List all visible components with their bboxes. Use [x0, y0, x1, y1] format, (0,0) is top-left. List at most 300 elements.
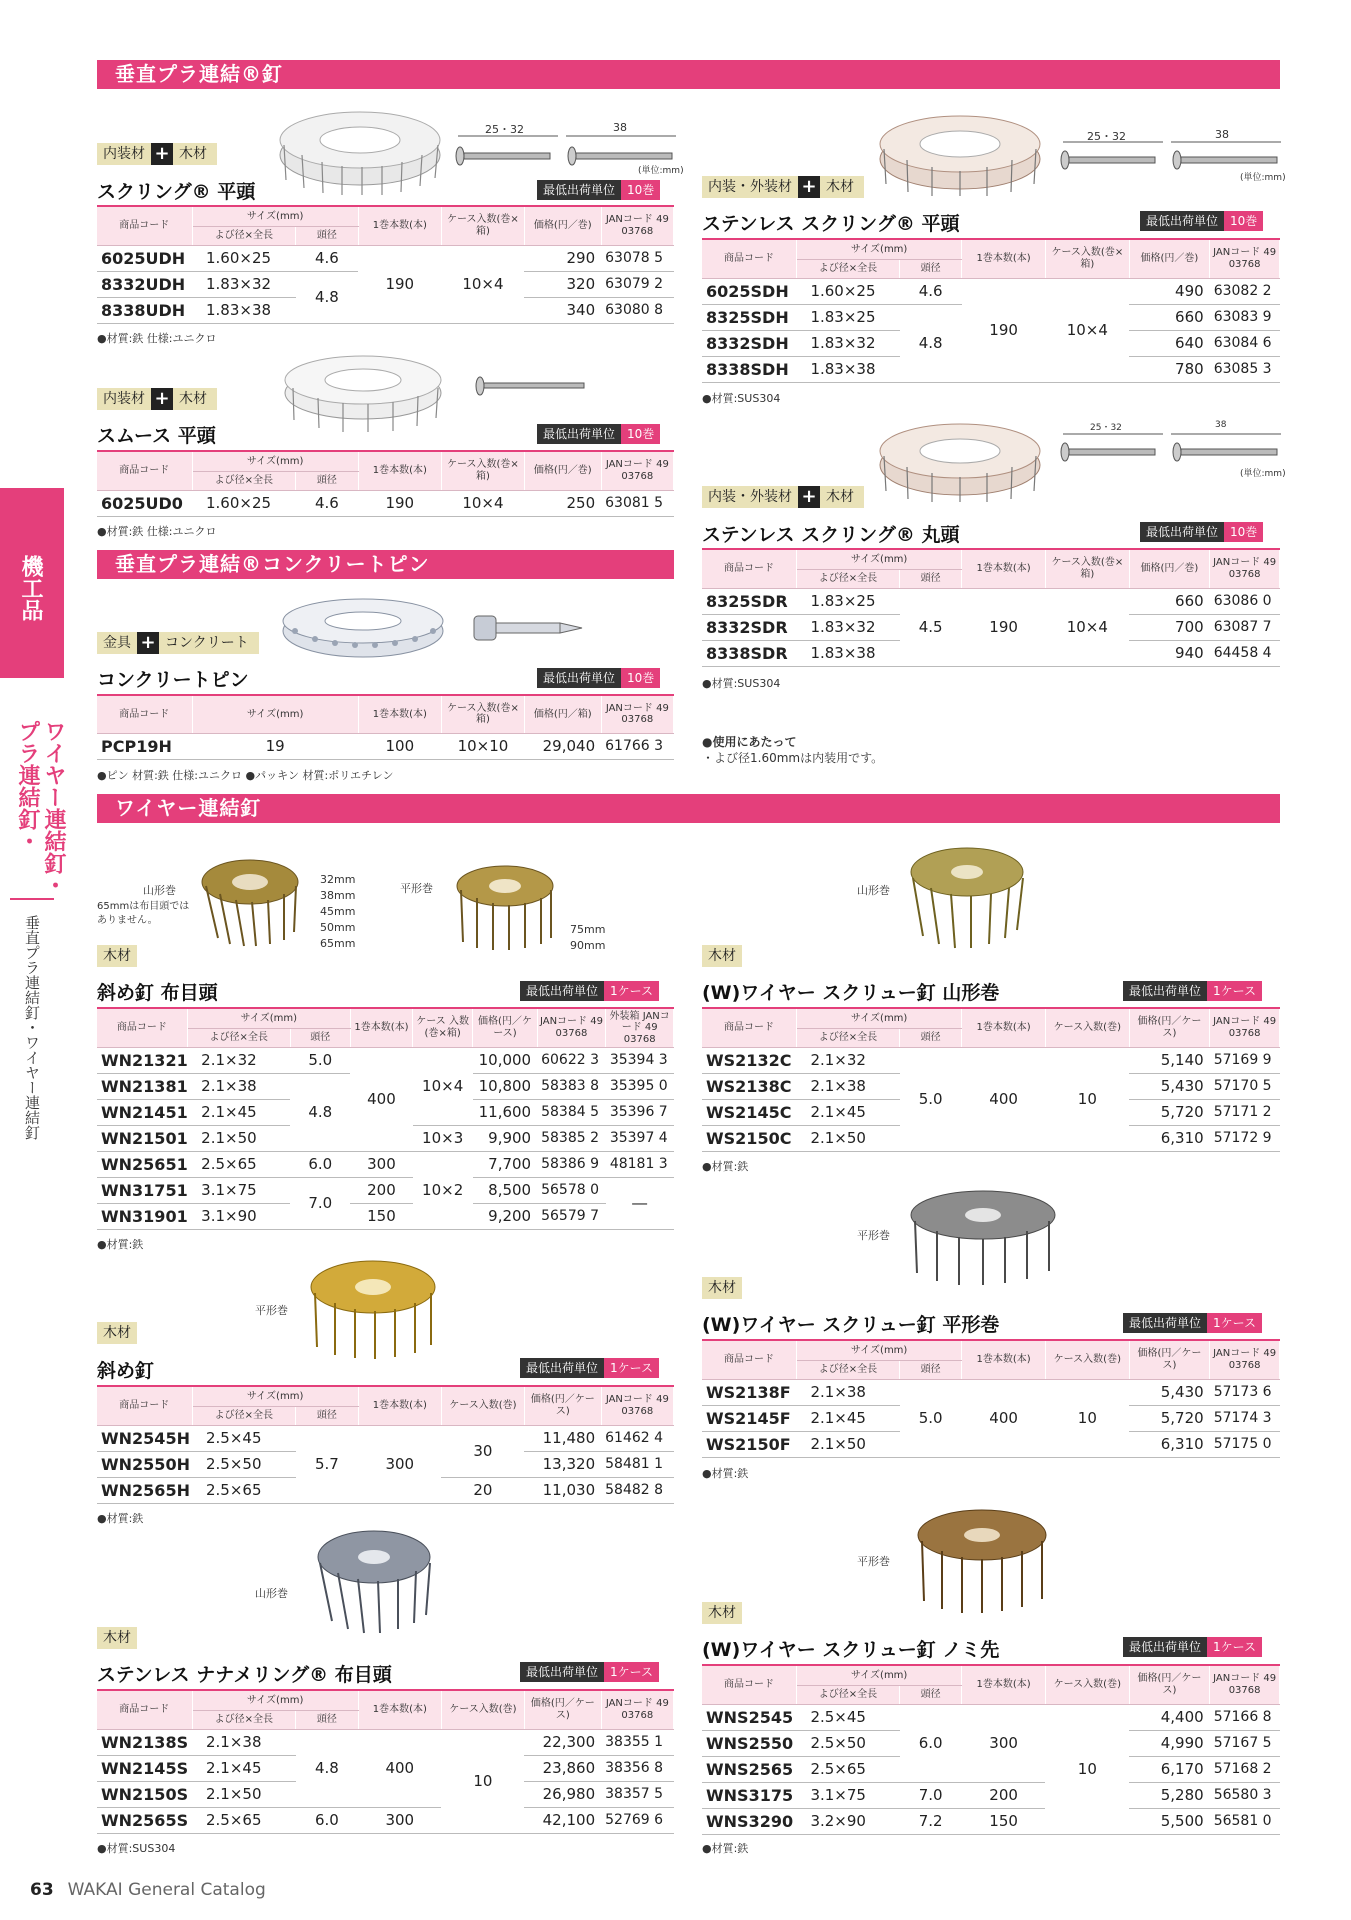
- usage-tag: 木材: [708, 1605, 736, 1621]
- usage-tag: 内装・外装材: [708, 179, 792, 195]
- min-shipping-unit: [1123, 1313, 1262, 1333]
- table-cell: 400: [962, 1047, 1046, 1151]
- usage-tag: 木材: [708, 948, 736, 964]
- column-header: ケース入数(巻×箱): [1045, 239, 1129, 278]
- table-cell: WS2145C: [702, 1099, 796, 1125]
- column-header: ケース入数(巻×箱): [441, 206, 524, 245]
- column-header: 商品コード: [702, 1008, 796, 1047]
- table-cell: 2.1×50: [187, 1125, 290, 1151]
- table-cell: 63085 3: [1210, 356, 1280, 382]
- column-header: よび径×全長: [192, 471, 296, 490]
- table-cell: 60622 3: [537, 1047, 606, 1073]
- table-cell: 10: [1045, 1379, 1129, 1457]
- usage-tag: 木材: [103, 1325, 131, 1341]
- dimension-label-long: 38: [1215, 128, 1229, 141]
- table-cell: WN25651: [97, 1151, 187, 1177]
- table-cell: 10×4: [1045, 278, 1129, 382]
- table-row: [702, 278, 1280, 304]
- min-unit-label: 1ケース: [604, 1358, 659, 1378]
- table-cell: 1.60×25: [192, 245, 296, 271]
- table-cell: 61462 4: [601, 1425, 673, 1451]
- table-cell: 5.0: [900, 1047, 962, 1151]
- column-header: 頭径: [296, 226, 359, 245]
- catalog-name: WAKAI General Catalog: [67, 1880, 266, 1900]
- dimension-label-short: 25・32: [1090, 423, 1122, 433]
- nail-diagram: [1055, 138, 1295, 174]
- table-cell: 38356 8: [601, 1755, 673, 1781]
- column-header: 商品コード: [702, 549, 796, 588]
- tag-interior: 内装材: [103, 146, 145, 162]
- usage-tag-row: [702, 176, 864, 198]
- table-cell: 8,500: [473, 1177, 537, 1203]
- table-cell: 6.0: [900, 1704, 962, 1782]
- coil-nail-image: [278, 348, 448, 433]
- table-cell: 10×4: [441, 245, 524, 323]
- table-cell: WS2132C: [702, 1047, 796, 1073]
- table-cell: 10: [1045, 1047, 1129, 1151]
- table-cell: 58385 2: [537, 1125, 606, 1151]
- plus-icon: +: [798, 486, 820, 508]
- table-cell: 490: [1129, 278, 1210, 304]
- column-header: JANコード 49 03768: [601, 206, 673, 245]
- usage-tag: 木材: [826, 489, 854, 505]
- usage-tag-row: [97, 1627, 137, 1649]
- material-note: ●ピン 材質:鉄 仕様:ユニクロ ●パッキン 材質:ポリエチレン: [97, 769, 394, 782]
- table-cell: 35396 7: [606, 1099, 674, 1125]
- material-note: ●材質:鉄: [97, 1512, 144, 1525]
- dimension-label-long: 38: [613, 121, 627, 134]
- table-cell: 1.83×32: [192, 271, 296, 297]
- table-cell: WNS2565: [702, 1756, 796, 1782]
- table-cell: 2.1×38: [796, 1379, 899, 1405]
- column-header: サイズ(mm): [192, 695, 358, 733]
- column-header: JANコード 49 03768: [601, 451, 673, 490]
- table-cell: 63084 6: [1210, 330, 1280, 356]
- table-cell: 400: [962, 1379, 1046, 1457]
- material-note: ●材質:SUS304: [702, 392, 781, 405]
- spec-table-p3: [97, 694, 674, 760]
- column-header: 商品コード: [97, 451, 192, 490]
- table-cell: PCP19H: [97, 733, 192, 759]
- nail-lengths: 32mm 38mm 45mm 50mm 65mm: [320, 873, 356, 950]
- min-unit-label: 10巻: [621, 180, 660, 200]
- table-cell: 7.0: [900, 1782, 962, 1808]
- spec-table-p2: [97, 450, 674, 517]
- min-shipping-unit: [520, 981, 659, 1001]
- table-cell: WN2138S: [97, 1729, 192, 1755]
- column-header: ケース入数(巻): [441, 1690, 524, 1729]
- table-row: [97, 1729, 674, 1755]
- table-cell: 2.1×38: [796, 1073, 899, 1099]
- product-title: (W)ワイヤー スクリュー釘 山形巻: [702, 982, 1000, 1004]
- table-cell: WNS2545: [702, 1704, 796, 1730]
- table-cell: 35397 4: [606, 1125, 674, 1151]
- column-header: サイズ(mm): [192, 451, 358, 471]
- table-cell: 58482 8: [601, 1477, 673, 1503]
- table-cell: 10: [441, 1729, 524, 1833]
- unit-label: (単位:mm): [638, 166, 684, 176]
- column-header: 1巻本数(本): [962, 239, 1046, 278]
- usage-tag: 木材: [708, 1280, 736, 1296]
- spec-table-p1: [97, 205, 674, 324]
- min-unit-label: 10巻: [1224, 211, 1263, 231]
- column-header: サイズ(mm): [796, 1340, 961, 1360]
- sidebar-vertical-label: 垂直プラ連結釘・ワイヤー連結釘: [23, 915, 41, 1140]
- usage-tag-row: [702, 945, 742, 967]
- table-cell: 38357 5: [601, 1781, 673, 1807]
- table-cell: 57170 5: [1210, 1073, 1280, 1099]
- column-header: 価格(円／ケース): [1129, 1665, 1210, 1704]
- table-cell: WN2545H: [97, 1425, 192, 1451]
- coil-type-label: 山形巻: [143, 884, 176, 897]
- table-cell: 4,990: [1129, 1730, 1210, 1756]
- table-cell: 20: [441, 1477, 524, 1503]
- product-title: ステンレス スクリング® 丸頭: [702, 524, 960, 546]
- column-header: 1巻本数(本): [358, 1386, 441, 1425]
- table-cell: 23,860: [524, 1755, 601, 1781]
- table-cell: 8325SDH: [702, 304, 796, 330]
- table-cell: WN21501: [97, 1125, 187, 1151]
- column-header: JANコード 49 03768: [1210, 1340, 1280, 1379]
- min-unit-label: 1ケース: [1207, 1637, 1262, 1657]
- usage-tag-row: [97, 945, 137, 967]
- table-cell: 10,000: [473, 1047, 537, 1073]
- table-cell: 58481 1: [601, 1451, 673, 1477]
- spec-table-w5: [702, 1339, 1280, 1458]
- column-header: 1巻本数(本): [358, 206, 441, 245]
- min-shipping-unit: [537, 424, 660, 444]
- table-row: [97, 1047, 674, 1073]
- table-row: [702, 1808, 1280, 1834]
- table-cell: 340: [524, 297, 601, 323]
- table-cell: WN2145S: [97, 1755, 192, 1781]
- table-cell: 57173 6: [1210, 1379, 1280, 1405]
- table-cell: 2.5×65: [192, 1477, 296, 1503]
- table-row: [97, 1203, 674, 1229]
- table-cell: 6025UD0: [97, 490, 192, 516]
- product-title: コンクリートピン: [97, 669, 249, 691]
- table-cell: 10×4: [1045, 588, 1129, 666]
- column-header: よび径×全長: [796, 1028, 899, 1047]
- column-header: 1巻本数(本): [962, 1340, 1046, 1379]
- table-cell: 2.5×45: [796, 1704, 899, 1730]
- min-shipping-unit: [537, 668, 660, 688]
- table-cell: 700: [1129, 614, 1210, 640]
- stainless-coil-image: [872, 104, 1047, 196]
- material-note: ●材質:鉄 仕様:ユニクロ: [97, 525, 217, 538]
- column-header: サイズ(mm): [192, 206, 358, 226]
- product-title: スクリング® 平頭: [97, 181, 256, 203]
- column-header: JANコード 49 03768: [601, 1386, 673, 1425]
- table-cell: 640: [1129, 330, 1210, 356]
- table-cell: 200: [962, 1782, 1046, 1808]
- column-header: 頭径: [900, 259, 962, 278]
- column-header: サイズ(mm): [796, 549, 961, 569]
- column-header: 商品コード: [702, 1340, 796, 1379]
- column-header: 価格(円／箱): [525, 695, 602, 733]
- min-shipping-unit: [1140, 211, 1263, 231]
- column-header: ケース入数(巻): [1045, 1665, 1129, 1704]
- table-cell: 4.8: [296, 1729, 359, 1807]
- column-header: 外装箱 JANコード 49 03768: [606, 1008, 674, 1047]
- column-header: ケース入数(巻×箱): [441, 695, 524, 733]
- table-cell: 2.1×38: [187, 1073, 290, 1099]
- material-note: ●材質:鉄: [702, 1467, 749, 1480]
- table-cell: 100: [358, 733, 441, 759]
- min-unit-label: 最低出荷単位: [520, 1662, 604, 1682]
- column-header: JANコード 49 03768: [1210, 549, 1280, 588]
- table-cell: 1.83×38: [796, 356, 899, 382]
- page-footer: [30, 1880, 266, 1900]
- product-title: 斜め釘 布目頭: [97, 982, 218, 1004]
- table-cell: 2.5×65: [192, 1807, 296, 1833]
- table-cell: 42,100: [524, 1807, 601, 1833]
- table-row: [97, 1807, 674, 1833]
- usage-tag-row: [97, 1322, 137, 1344]
- table-cell: 7.0: [290, 1177, 350, 1229]
- min-unit-label: 10巻: [1224, 522, 1263, 542]
- column-header: 1巻本数(本): [358, 451, 441, 490]
- column-header: 価格(円／ケース): [524, 1690, 601, 1729]
- table-cell: 7.2: [900, 1808, 962, 1834]
- table-cell: 5,430: [1129, 1379, 1210, 1405]
- table-cell: 2.5×65: [796, 1756, 899, 1782]
- coil-nail-image: [198, 852, 303, 947]
- table-cell: 2.1×45: [192, 1755, 296, 1781]
- usage-tag-row: [97, 143, 217, 165]
- column-header: よび径×全長: [187, 1028, 290, 1047]
- table-cell: WNS2550: [702, 1730, 796, 1756]
- table-cell: 5.0: [900, 1379, 962, 1457]
- usage-tag-row: [702, 486, 864, 508]
- table-cell: 4.8: [290, 1073, 350, 1151]
- min-shipping-unit: [1123, 1637, 1262, 1657]
- column-header: サイズ(mm): [796, 1665, 961, 1685]
- column-header: 1巻本数(本): [962, 1665, 1046, 1704]
- usage-tag-row: [97, 632, 259, 654]
- spec-table-p5: [702, 548, 1280, 667]
- table-cell: WS2145F: [702, 1405, 796, 1431]
- product-title: ステンレス スクリング® 平頭: [702, 213, 960, 235]
- table-cell: 1.83×25: [796, 588, 899, 614]
- table-cell: 38355 1: [601, 1729, 673, 1755]
- table-cell: 7,700: [473, 1151, 537, 1177]
- column-header: サイズ(mm): [796, 239, 961, 259]
- table-cell: 5.7: [296, 1425, 359, 1503]
- table-cell: 4.6: [296, 245, 359, 271]
- table-cell: 2.5×65: [187, 1151, 290, 1177]
- min-unit-label: 最低出荷単位: [520, 981, 604, 1001]
- dimension-label-short: 25・32: [1087, 130, 1126, 143]
- table-cell: 26,980: [524, 1781, 601, 1807]
- plus-icon: +: [151, 143, 173, 165]
- nail-lengths: 75mm 90mm: [570, 923, 606, 952]
- table-cell: WS2138F: [702, 1379, 796, 1405]
- table-cell: 1.83×32: [796, 614, 899, 640]
- table-cell: 660: [1129, 304, 1210, 330]
- usage-body: ・よび径1.60mmは内装用です。: [702, 751, 884, 765]
- column-header: 価格(円／巻): [1129, 239, 1210, 278]
- table-cell: 63083 9: [1210, 304, 1280, 330]
- table-row: [702, 1379, 1280, 1405]
- table-cell: 63087 7: [1210, 614, 1280, 640]
- table-cell: 4.6: [296, 490, 359, 516]
- table-row: [97, 1151, 674, 1177]
- min-unit-label: 最低出荷単位: [537, 180, 621, 200]
- table-cell: WN21451: [97, 1099, 187, 1125]
- column-header: ケース入数(巻): [1045, 1008, 1129, 1047]
- table-cell: 8332UDH: [97, 271, 192, 297]
- column-header: JANコード 49 03768: [601, 695, 673, 733]
- table-cell: 10×10: [441, 733, 524, 759]
- min-unit-label: 最低出荷単位: [1123, 1637, 1207, 1657]
- table-row: [702, 1047, 1280, 1073]
- column-header: 商品コード: [97, 1008, 187, 1047]
- table-cell: 5.0: [290, 1047, 350, 1073]
- table-cell: 2.1×45: [796, 1099, 899, 1125]
- table-cell: WN31751: [97, 1177, 187, 1203]
- column-header: よび径×全長: [796, 1685, 899, 1704]
- usage-tag-row: [97, 388, 217, 410]
- table-cell: 6025SDH: [702, 278, 796, 304]
- table-cell: 940: [1129, 640, 1210, 666]
- table-cell: 300: [358, 1807, 441, 1833]
- column-header: JANコード 49 03768: [1210, 239, 1280, 278]
- column-header: JANコード 49 03768: [1210, 1008, 1280, 1047]
- yama-note: 65mmは布目頭ではありません。: [97, 901, 190, 926]
- table-cell: 10×2: [413, 1151, 473, 1229]
- usage-tag: 木材: [103, 1630, 131, 1646]
- table-cell: 5,720: [1129, 1099, 1210, 1125]
- sidebar-sub-label: ワイヤー連結釘・プラ連結釘・: [15, 720, 66, 896]
- table-cell: 48181 3: [606, 1151, 674, 1177]
- table-cell: 35395 0: [606, 1073, 674, 1099]
- table-cell: 10,800: [473, 1073, 537, 1099]
- table-cell: 10×3: [413, 1125, 473, 1151]
- table-cell: 6,170: [1129, 1756, 1210, 1782]
- table-row: [702, 1782, 1280, 1808]
- table-cell: 5,720: [1129, 1405, 1210, 1431]
- table-cell: 58386 9: [537, 1151, 606, 1177]
- column-header: 価格(円／ケース): [524, 1386, 601, 1425]
- material-note: ●材質:鉄: [97, 1238, 144, 1251]
- table-cell: WN2565S: [97, 1807, 192, 1833]
- min-unit-label: 最低出荷単位: [1123, 1313, 1207, 1333]
- min-unit-label: 最低出荷単位: [1140, 211, 1224, 231]
- table-cell: 57167 5: [1210, 1730, 1280, 1756]
- product-title: スムース 平頭: [97, 425, 216, 447]
- table-cell: 57169 9: [1210, 1047, 1280, 1073]
- table-cell: 56579 7: [537, 1203, 606, 1229]
- usage-tag: 内装材: [103, 391, 145, 407]
- coil-nail-image: [272, 100, 447, 195]
- column-header: 商品コード: [97, 1690, 192, 1729]
- unit-label: (単位:mm): [1240, 469, 1286, 479]
- section-banner-vertical-plastic-nails: 垂直プラ連結®釘: [97, 60, 1280, 89]
- table-cell: 400: [350, 1047, 412, 1151]
- column-header: ケース入数(巻×箱): [441, 451, 524, 490]
- table-cell: 10×4: [413, 1047, 473, 1125]
- column-header: 商品コード: [97, 1386, 192, 1425]
- usage-tag: 金具: [103, 635, 131, 651]
- table-cell: 400: [358, 1729, 441, 1807]
- column-header: ケース入数(巻×箱): [1045, 549, 1129, 588]
- table-cell: 57175 0: [1210, 1431, 1280, 1457]
- min-shipping-unit: [1140, 522, 1263, 542]
- table-cell: 190: [962, 278, 1046, 382]
- product-title: 斜め釘: [97, 1360, 155, 1382]
- coil-nail-image: [905, 844, 1030, 949]
- table-cell: WN21321: [97, 1047, 187, 1073]
- table-cell: 57172 9: [1210, 1125, 1280, 1151]
- table-cell: 190: [962, 588, 1046, 666]
- column-header: よび径×全長: [796, 259, 899, 278]
- min-unit-label: 最低出荷単位: [1123, 981, 1207, 1001]
- column-header: ケース入数(巻): [1045, 1340, 1129, 1379]
- table-cell: 300: [358, 1425, 441, 1503]
- coil-nail-image: [305, 1255, 440, 1360]
- table-row: [702, 588, 1280, 614]
- table-cell: 29,040: [525, 733, 602, 759]
- table-cell: 52769 6: [601, 1807, 673, 1833]
- coil-nail-image: [312, 1525, 437, 1635]
- table-cell: 57166 8: [1210, 1704, 1280, 1730]
- column-header: サイズ(mm): [187, 1008, 350, 1028]
- dimension-label-long: 38: [1215, 420, 1227, 430]
- column-header: よび径×全長: [796, 1360, 899, 1379]
- table-cell: 8325SDR: [702, 588, 796, 614]
- min-shipping-unit: [520, 1358, 659, 1378]
- table-cell: 6025UDH: [97, 245, 192, 271]
- column-header: 1巻本数(本): [962, 549, 1046, 588]
- table-row: [97, 1425, 674, 1451]
- table-cell: 190: [358, 245, 441, 323]
- nail-diagram: [472, 374, 592, 398]
- column-header: 頭径: [900, 569, 962, 588]
- product-title: (W)ワイヤー スクリュー釘 ノミ先: [702, 1639, 1000, 1661]
- table-cell: WN2565H: [97, 1477, 192, 1503]
- table-cell: 5,430: [1129, 1073, 1210, 1099]
- tag-wood: 木材: [179, 146, 207, 162]
- coil-type-label: 平形巻: [400, 882, 433, 895]
- table-cell: 2.5×50: [192, 1451, 296, 1477]
- table-cell: 1.83×25: [796, 304, 899, 330]
- column-header: 商品コード: [97, 206, 192, 245]
- table-cell: 5,140: [1129, 1047, 1210, 1073]
- table-cell: 11,480: [524, 1425, 601, 1451]
- table-cell: 57174 3: [1210, 1405, 1280, 1431]
- section-banner-concrete-pins: 垂直プラ連結®コンクリートピン: [97, 550, 674, 579]
- column-header: よび径×全長: [192, 1710, 296, 1729]
- table-cell: 22,300: [524, 1729, 601, 1755]
- plus-icon: +: [798, 176, 820, 198]
- table-cell: 2.5×45: [192, 1425, 296, 1451]
- table-cell: 150: [962, 1808, 1046, 1834]
- column-header: JANコード 49 03768: [1210, 1665, 1280, 1704]
- table-cell: 4.6: [900, 278, 962, 304]
- usage-title: ●使用にあたって: [702, 735, 797, 749]
- table-cell: 63080 8: [601, 297, 673, 323]
- table-cell: 6.0: [296, 1807, 359, 1833]
- column-header: 価格(円／ケース): [1129, 1340, 1210, 1379]
- table-cell: 8332SDR: [702, 614, 796, 640]
- table-cell: 6.0: [290, 1151, 350, 1177]
- spec-table-w4: [702, 1007, 1280, 1152]
- table-cell: ―: [606, 1177, 674, 1229]
- column-header: ケース入数(巻): [441, 1386, 524, 1425]
- table-row: [702, 1704, 1280, 1730]
- table-cell: 63086 0: [1210, 588, 1280, 614]
